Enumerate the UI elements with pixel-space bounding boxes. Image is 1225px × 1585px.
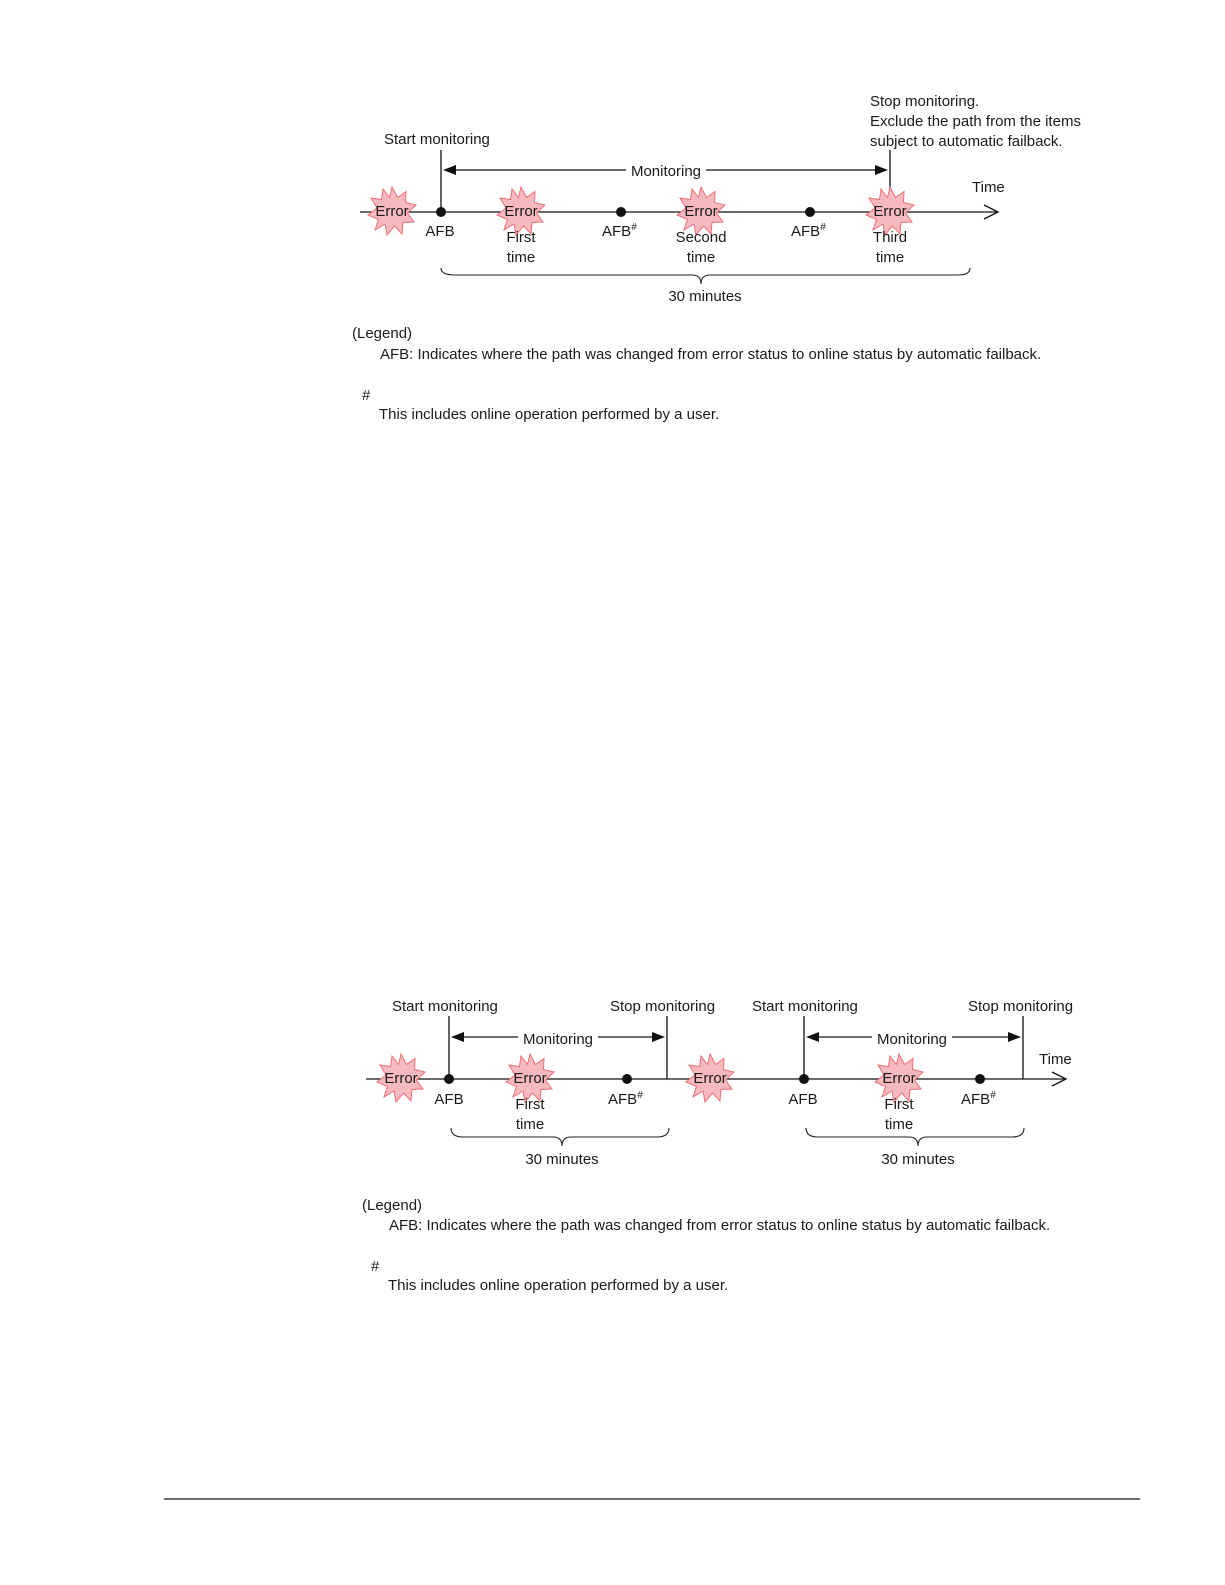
- span-label: 30 minutes: [881, 1151, 955, 1168]
- afb-user-point: [805, 207, 815, 217]
- monitoring-label: Monitoring: [522, 1031, 594, 1048]
- legend-afb: AFB: Indicates where the path was changed from error status to online status by automatic failback.: [389, 1217, 1051, 1234]
- second-label-line-1: Second: [675, 229, 727, 246]
- stop-monitoring-line-3: subject to automatic failback.: [870, 133, 1063, 150]
- start-monitoring-label: Start monitoring: [384, 131, 490, 148]
- start-monitoring-label: Start monitoring: [392, 998, 498, 1015]
- monitoring-arrow-right-head: [875, 165, 888, 175]
- afb-label: AFB#: [791, 222, 826, 240]
- afb-label: AFB#: [961, 1090, 996, 1108]
- monitoring-label: Monitoring: [876, 1031, 948, 1048]
- error-label: Error: [684, 203, 718, 220]
- error-burst-third: [866, 187, 914, 235]
- note-text: This includes online operation performed by a user.: [379, 406, 720, 423]
- afb-label: AFB: [788, 1091, 818, 1108]
- stop-monitoring-label: Stop monitoring: [968, 998, 1074, 1015]
- legend-title: (Legend): [352, 325, 413, 342]
- afb-user-point: [975, 1074, 985, 1084]
- note-text: This includes online operation performed by a user.: [388, 1277, 729, 1294]
- monitoring-arrow-right-head: [652, 1032, 665, 1042]
- error-burst-first: [506, 1054, 554, 1102]
- third-label-line-1: Third: [872, 229, 908, 246]
- error-label: Error: [882, 1070, 916, 1087]
- afb-label: AFB: [434, 1091, 464, 1108]
- legend-title: (Legend): [362, 1197, 423, 1214]
- afb-label: AFB: [425, 223, 455, 240]
- error-label: Error: [873, 203, 907, 220]
- note-mark: #: [371, 1258, 380, 1275]
- third-label-line-2: time: [875, 249, 905, 266]
- diagram-1: [352, 93, 1081, 423]
- first-label-line-2: time: [884, 1116, 914, 1133]
- error-label: Error: [693, 1070, 727, 1087]
- afb-point: [799, 1074, 809, 1084]
- error-label: Error: [504, 203, 538, 220]
- thirty-minute-brace: [441, 268, 970, 284]
- error-burst-first: [875, 1054, 923, 1102]
- afb-label: AFB#: [608, 1090, 643, 1108]
- error-burst-between: [686, 1054, 734, 1102]
- stop-monitoring-line-1: Stop monitoring.: [870, 93, 980, 110]
- second-label-line-2: time: [686, 249, 716, 266]
- stop-monitoring-label: Stop monitoring: [610, 998, 716, 1015]
- first-label-line-1: First: [515, 1096, 545, 1113]
- monitoring-label: Monitoring: [630, 163, 702, 180]
- afb-point: [436, 207, 446, 217]
- time-label: Time: [972, 179, 1005, 196]
- afb-point: [444, 1074, 454, 1084]
- span-label: 30 minutes: [525, 1151, 599, 1168]
- first-label-line-2: time: [515, 1116, 545, 1133]
- first-label-line-1: First: [506, 229, 536, 246]
- afb-user-point: [616, 207, 626, 217]
- diagram-2: [362, 998, 1073, 1294]
- span-label: 30 minutes: [668, 288, 742, 305]
- error-burst-second: [677, 187, 725, 235]
- error-burst-initial: [368, 187, 416, 235]
- monitoring-arrow-left-head: [443, 165, 456, 175]
- error-label: Error: [513, 1070, 547, 1087]
- afb-user-point: [622, 1074, 632, 1084]
- time-label: Time: [1039, 1051, 1072, 1068]
- error-label: Error: [375, 203, 409, 220]
- legend-afb: AFB: Indicates where the path was changed from error status to online status by automatic failback.: [380, 346, 1042, 363]
- start-monitoring-label: Start monitoring: [752, 998, 858, 1015]
- afb-label: AFB#: [602, 222, 637, 240]
- note-mark: #: [362, 387, 371, 404]
- monitoring-arrow-left-head: [451, 1032, 464, 1042]
- thirty-minute-brace: [451, 1128, 669, 1146]
- stop-monitoring-line-2: Exclude the path from the items: [870, 113, 1081, 130]
- error-burst-initial: [377, 1054, 425, 1102]
- error-label: Error: [384, 1070, 418, 1087]
- monitoring-arrow-right-head: [1008, 1032, 1021, 1042]
- first-label-line-1: First: [884, 1096, 914, 1113]
- error-burst-first: [497, 187, 545, 235]
- first-label-line-2: time: [506, 249, 536, 266]
- monitoring-arrow-left-head: [806, 1032, 819, 1042]
- thirty-minute-brace: [806, 1128, 1024, 1146]
